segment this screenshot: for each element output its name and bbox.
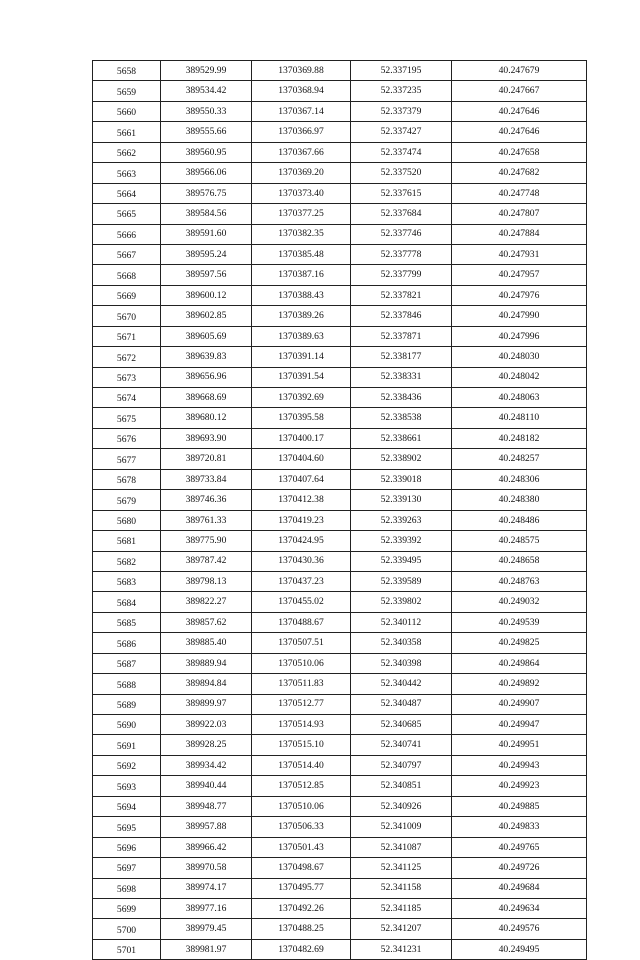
x-coordinate-cell: 389591.60	[161, 224, 252, 244]
table-row	[93, 388, 587, 408]
point-number-cell: 5661	[93, 122, 161, 142]
table-row	[93, 551, 587, 571]
table-row	[93, 428, 587, 448]
table-row	[93, 449, 587, 469]
point-number-cell: 5662	[93, 142, 161, 162]
latitude-cell: 52.340112	[351, 612, 452, 632]
point-number-cell: 5680	[93, 510, 161, 530]
longitude-cell: 40.249943	[452, 755, 587, 775]
table-row	[93, 469, 587, 489]
point-number-cell: 5681	[93, 531, 161, 551]
x-coordinate-cell: 389977.16	[161, 898, 252, 918]
y-coordinate-cell: 1370512.85	[252, 776, 351, 796]
y-coordinate-cell: 1370388.43	[252, 285, 351, 305]
y-coordinate-cell: 1370412.38	[252, 490, 351, 510]
y-coordinate-cell: 1370367.14	[252, 101, 351, 121]
y-coordinate-cell: 1370437.23	[252, 571, 351, 591]
latitude-cell: 52.341231	[351, 939, 452, 959]
longitude-cell: 40.247807	[452, 204, 587, 224]
y-coordinate-cell: 1370506.33	[252, 817, 351, 837]
longitude-cell: 40.248030	[452, 347, 587, 367]
point-number-cell: 5696	[93, 837, 161, 857]
y-coordinate-cell: 1370510.06	[252, 796, 351, 816]
y-coordinate-cell: 1370392.69	[252, 388, 351, 408]
x-coordinate-cell: 389605.69	[161, 326, 252, 346]
y-coordinate-cell: 1370373.40	[252, 183, 351, 203]
y-coordinate-cell: 1370391.14	[252, 347, 351, 367]
table-row	[93, 490, 587, 510]
longitude-cell: 40.249907	[452, 694, 587, 714]
x-coordinate-cell: 389934.42	[161, 755, 252, 775]
point-number-cell: 5687	[93, 653, 161, 673]
y-coordinate-cell: 1370515.10	[252, 735, 351, 755]
y-coordinate-cell: 1370404.60	[252, 449, 351, 469]
table-row	[93, 776, 587, 796]
longitude-cell: 40.249634	[452, 898, 587, 918]
longitude-cell: 40.248257	[452, 449, 587, 469]
point-number-cell: 5695	[93, 817, 161, 837]
point-number-cell: 5674	[93, 388, 161, 408]
longitude-cell: 40.247990	[452, 306, 587, 326]
table-row	[93, 796, 587, 816]
longitude-cell: 40.248182	[452, 428, 587, 448]
point-number-cell: 5682	[93, 551, 161, 571]
point-number-cell: 5659	[93, 81, 161, 101]
point-number-cell: 5683	[93, 571, 161, 591]
longitude-cell: 40.249032	[452, 592, 587, 612]
x-coordinate-cell: 389970.58	[161, 858, 252, 878]
latitude-cell: 52.341009	[351, 817, 452, 837]
latitude-cell: 52.341158	[351, 878, 452, 898]
table-row	[93, 163, 587, 183]
x-coordinate-cell: 389597.56	[161, 265, 252, 285]
latitude-cell: 52.339802	[351, 592, 452, 612]
x-coordinate-cell: 389555.66	[161, 122, 252, 142]
y-coordinate-cell: 1370387.16	[252, 265, 351, 285]
latitude-cell: 52.339495	[351, 551, 452, 571]
longitude-cell: 40.249495	[452, 939, 587, 959]
x-coordinate-cell: 389761.33	[161, 510, 252, 530]
longitude-cell: 40.249576	[452, 919, 587, 939]
point-number-cell: 5672	[93, 347, 161, 367]
table-row	[93, 101, 587, 121]
table-row	[93, 183, 587, 203]
point-number-cell: 5675	[93, 408, 161, 428]
latitude-cell: 52.337235	[351, 81, 452, 101]
latitude-cell: 52.339392	[351, 531, 452, 551]
longitude-cell: 40.248306	[452, 469, 587, 489]
latitude-cell: 52.341207	[351, 919, 452, 939]
latitude-cell: 52.337427	[351, 122, 452, 142]
x-coordinate-cell: 389602.85	[161, 306, 252, 326]
x-coordinate-cell: 389595.24	[161, 244, 252, 264]
y-coordinate-cell: 1370395.58	[252, 408, 351, 428]
point-number-cell: 5691	[93, 735, 161, 755]
table-row	[93, 694, 587, 714]
point-number-cell: 5677	[93, 449, 161, 469]
coordinates-table-body	[93, 61, 587, 960]
y-coordinate-cell: 1370377.25	[252, 204, 351, 224]
longitude-cell: 40.247646	[452, 122, 587, 142]
longitude-cell: 40.247682	[452, 163, 587, 183]
latitude-cell: 52.337520	[351, 163, 452, 183]
longitude-cell: 40.248110	[452, 408, 587, 428]
latitude-cell: 52.340851	[351, 776, 452, 796]
y-coordinate-cell: 1370369.88	[252, 61, 351, 81]
table-row	[93, 204, 587, 224]
point-number-cell: 5663	[93, 163, 161, 183]
table-row	[93, 878, 587, 898]
table-row	[93, 939, 587, 959]
table-row	[93, 244, 587, 264]
point-number-cell: 5701	[93, 939, 161, 959]
x-coordinate-cell: 389746.36	[161, 490, 252, 510]
table-row	[93, 837, 587, 857]
point-number-cell: 5673	[93, 367, 161, 387]
longitude-cell: 40.248763	[452, 571, 587, 591]
y-coordinate-cell: 1370488.25	[252, 919, 351, 939]
table-row	[93, 265, 587, 285]
table-row	[93, 408, 587, 428]
longitude-cell: 40.249864	[452, 653, 587, 673]
latitude-cell: 52.340797	[351, 755, 452, 775]
point-number-cell: 5665	[93, 204, 161, 224]
point-number-cell: 5688	[93, 674, 161, 694]
table-row	[93, 510, 587, 530]
y-coordinate-cell: 1370511.83	[252, 674, 351, 694]
y-coordinate-cell: 1370492.26	[252, 898, 351, 918]
x-coordinate-cell: 389948.77	[161, 796, 252, 816]
table-row	[93, 306, 587, 326]
table-row	[93, 285, 587, 305]
x-coordinate-cell: 389680.12	[161, 408, 252, 428]
longitude-cell: 40.249951	[452, 735, 587, 755]
latitude-cell: 52.337778	[351, 244, 452, 264]
latitude-cell: 52.337821	[351, 285, 452, 305]
point-number-cell: 5666	[93, 224, 161, 244]
table-row	[93, 919, 587, 939]
x-coordinate-cell: 389966.42	[161, 837, 252, 857]
y-coordinate-cell: 1370455.02	[252, 592, 351, 612]
y-coordinate-cell: 1370389.26	[252, 306, 351, 326]
point-number-cell: 5684	[93, 592, 161, 612]
point-number-cell: 5658	[93, 61, 161, 81]
x-coordinate-cell: 389957.88	[161, 817, 252, 837]
coordinates-table	[92, 60, 587, 960]
point-number-cell: 5660	[93, 101, 161, 121]
x-coordinate-cell: 389822.27	[161, 592, 252, 612]
longitude-cell: 40.247996	[452, 326, 587, 346]
y-coordinate-cell: 1370389.63	[252, 326, 351, 346]
latitude-cell: 52.338902	[351, 449, 452, 469]
latitude-cell: 52.340487	[351, 694, 452, 714]
latitude-cell: 52.337379	[351, 101, 452, 121]
x-coordinate-cell: 389668.69	[161, 388, 252, 408]
y-coordinate-cell: 1370382.35	[252, 224, 351, 244]
y-coordinate-cell: 1370385.48	[252, 244, 351, 264]
latitude-cell: 52.339263	[351, 510, 452, 530]
longitude-cell: 40.248575	[452, 531, 587, 551]
x-coordinate-cell: 389798.13	[161, 571, 252, 591]
latitude-cell: 52.340358	[351, 633, 452, 653]
table-row	[93, 817, 587, 837]
latitude-cell: 52.341185	[351, 898, 452, 918]
longitude-cell: 40.249765	[452, 837, 587, 857]
x-coordinate-cell: 389534.42	[161, 81, 252, 101]
x-coordinate-cell: 389974.17	[161, 878, 252, 898]
point-number-cell: 5676	[93, 428, 161, 448]
longitude-cell: 40.247931	[452, 244, 587, 264]
longitude-cell: 40.247679	[452, 61, 587, 81]
table-row	[93, 633, 587, 653]
latitude-cell: 52.338538	[351, 408, 452, 428]
x-coordinate-cell: 389529.99	[161, 61, 252, 81]
x-coordinate-cell: 389720.81	[161, 449, 252, 469]
table-row	[93, 858, 587, 878]
point-number-cell: 5698	[93, 878, 161, 898]
longitude-cell: 40.249892	[452, 674, 587, 694]
x-coordinate-cell: 389979.45	[161, 919, 252, 939]
table-row	[93, 142, 587, 162]
point-number-cell: 5699	[93, 898, 161, 918]
x-coordinate-cell: 389857.62	[161, 612, 252, 632]
y-coordinate-cell: 1370367.66	[252, 142, 351, 162]
longitude-cell: 40.249726	[452, 858, 587, 878]
y-coordinate-cell: 1370514.40	[252, 755, 351, 775]
point-number-cell: 5697	[93, 858, 161, 878]
table-row	[93, 61, 587, 81]
point-number-cell: 5700	[93, 919, 161, 939]
point-number-cell: 5679	[93, 490, 161, 510]
latitude-cell: 52.337799	[351, 265, 452, 285]
latitude-cell: 52.340442	[351, 674, 452, 694]
x-coordinate-cell: 389550.33	[161, 101, 252, 121]
x-coordinate-cell: 389928.25	[161, 735, 252, 755]
longitude-cell: 40.248063	[452, 388, 587, 408]
y-coordinate-cell: 1370430.36	[252, 551, 351, 571]
longitude-cell: 40.249833	[452, 817, 587, 837]
latitude-cell: 52.337615	[351, 183, 452, 203]
y-coordinate-cell: 1370419.23	[252, 510, 351, 530]
point-number-cell: 5670	[93, 306, 161, 326]
x-coordinate-cell: 389981.97	[161, 939, 252, 959]
y-coordinate-cell: 1370400.17	[252, 428, 351, 448]
x-coordinate-cell: 389566.06	[161, 163, 252, 183]
latitude-cell: 52.341087	[351, 837, 452, 857]
x-coordinate-cell: 389922.03	[161, 715, 252, 735]
table-row	[93, 674, 587, 694]
longitude-cell: 40.248042	[452, 367, 587, 387]
x-coordinate-cell: 389787.42	[161, 551, 252, 571]
table-row	[93, 571, 587, 591]
latitude-cell: 52.337474	[351, 142, 452, 162]
longitude-cell: 40.249825	[452, 633, 587, 653]
x-coordinate-cell: 389775.90	[161, 531, 252, 551]
longitude-cell: 40.248486	[452, 510, 587, 530]
longitude-cell: 40.248380	[452, 490, 587, 510]
latitude-cell: 52.338436	[351, 388, 452, 408]
table-row	[93, 347, 587, 367]
point-number-cell: 5671	[93, 326, 161, 346]
point-number-cell: 5669	[93, 285, 161, 305]
table-row	[93, 122, 587, 142]
y-coordinate-cell: 1370391.54	[252, 367, 351, 387]
point-number-cell: 5690	[93, 715, 161, 735]
longitude-cell: 40.247976	[452, 285, 587, 305]
y-coordinate-cell: 1370514.93	[252, 715, 351, 735]
x-coordinate-cell: 389899.97	[161, 694, 252, 714]
longitude-cell: 40.248658	[452, 551, 587, 571]
longitude-cell: 40.249947	[452, 715, 587, 735]
x-coordinate-cell: 389656.96	[161, 367, 252, 387]
longitude-cell: 40.247748	[452, 183, 587, 203]
y-coordinate-cell: 1370495.77	[252, 878, 351, 898]
table-row	[93, 755, 587, 775]
y-coordinate-cell: 1370424.95	[252, 531, 351, 551]
latitude-cell: 52.337746	[351, 224, 452, 244]
table-row	[93, 612, 587, 632]
x-coordinate-cell: 389733.84	[161, 469, 252, 489]
point-number-cell: 5685	[93, 612, 161, 632]
y-coordinate-cell: 1370366.97	[252, 122, 351, 142]
longitude-cell: 40.247957	[452, 265, 587, 285]
latitude-cell: 52.340398	[351, 653, 452, 673]
y-coordinate-cell: 1370369.20	[252, 163, 351, 183]
point-number-cell: 5692	[93, 755, 161, 775]
table-row	[93, 224, 587, 244]
latitude-cell: 52.339018	[351, 469, 452, 489]
x-coordinate-cell: 389584.56	[161, 204, 252, 224]
table-row	[93, 653, 587, 673]
latitude-cell: 52.340741	[351, 735, 452, 755]
y-coordinate-cell: 1370510.06	[252, 653, 351, 673]
point-number-cell: 5689	[93, 694, 161, 714]
x-coordinate-cell: 389576.75	[161, 183, 252, 203]
table-row	[93, 81, 587, 101]
longitude-cell: 40.247658	[452, 142, 587, 162]
table-row	[93, 898, 587, 918]
x-coordinate-cell: 389639.83	[161, 347, 252, 367]
y-coordinate-cell: 1370498.67	[252, 858, 351, 878]
x-coordinate-cell: 389940.44	[161, 776, 252, 796]
point-number-cell: 5667	[93, 244, 161, 264]
point-number-cell: 5678	[93, 469, 161, 489]
y-coordinate-cell: 1370368.94	[252, 81, 351, 101]
table-row	[93, 326, 587, 346]
point-number-cell: 5694	[93, 796, 161, 816]
point-number-cell: 5668	[93, 265, 161, 285]
longitude-cell: 40.249539	[452, 612, 587, 632]
point-number-cell: 5664	[93, 183, 161, 203]
x-coordinate-cell: 389560.95	[161, 142, 252, 162]
latitude-cell: 52.338177	[351, 347, 452, 367]
y-coordinate-cell: 1370482.69	[252, 939, 351, 959]
y-coordinate-cell: 1370407.64	[252, 469, 351, 489]
longitude-cell: 40.247884	[452, 224, 587, 244]
latitude-cell: 52.341125	[351, 858, 452, 878]
x-coordinate-cell: 389894.84	[161, 674, 252, 694]
table-row	[93, 531, 587, 551]
latitude-cell: 52.339130	[351, 490, 452, 510]
point-number-cell: 5693	[93, 776, 161, 796]
x-coordinate-cell: 389600.12	[161, 285, 252, 305]
latitude-cell: 52.337846	[351, 306, 452, 326]
x-coordinate-cell: 389693.90	[161, 428, 252, 448]
longitude-cell: 40.247646	[452, 101, 587, 121]
table-row	[93, 715, 587, 735]
x-coordinate-cell: 389885.40	[161, 633, 252, 653]
latitude-cell: 52.339589	[351, 571, 452, 591]
latitude-cell: 52.340685	[351, 715, 452, 735]
longitude-cell: 40.247667	[452, 81, 587, 101]
point-number-cell: 5686	[93, 633, 161, 653]
y-coordinate-cell: 1370501.43	[252, 837, 351, 857]
y-coordinate-cell: 1370512.77	[252, 694, 351, 714]
x-coordinate-cell: 389889.94	[161, 653, 252, 673]
table-row	[93, 592, 587, 612]
latitude-cell: 52.337871	[351, 326, 452, 346]
table-row	[93, 735, 587, 755]
longitude-cell: 40.249923	[452, 776, 587, 796]
latitude-cell: 52.338331	[351, 367, 452, 387]
longitude-cell: 40.249885	[452, 796, 587, 816]
y-coordinate-cell: 1370488.67	[252, 612, 351, 632]
table-row	[93, 367, 587, 387]
latitude-cell: 52.337195	[351, 61, 452, 81]
y-coordinate-cell: 1370507.51	[252, 633, 351, 653]
latitude-cell: 52.340926	[351, 796, 452, 816]
longitude-cell: 40.249684	[452, 878, 587, 898]
latitude-cell: 52.337684	[351, 204, 452, 224]
latitude-cell: 52.338661	[351, 428, 452, 448]
